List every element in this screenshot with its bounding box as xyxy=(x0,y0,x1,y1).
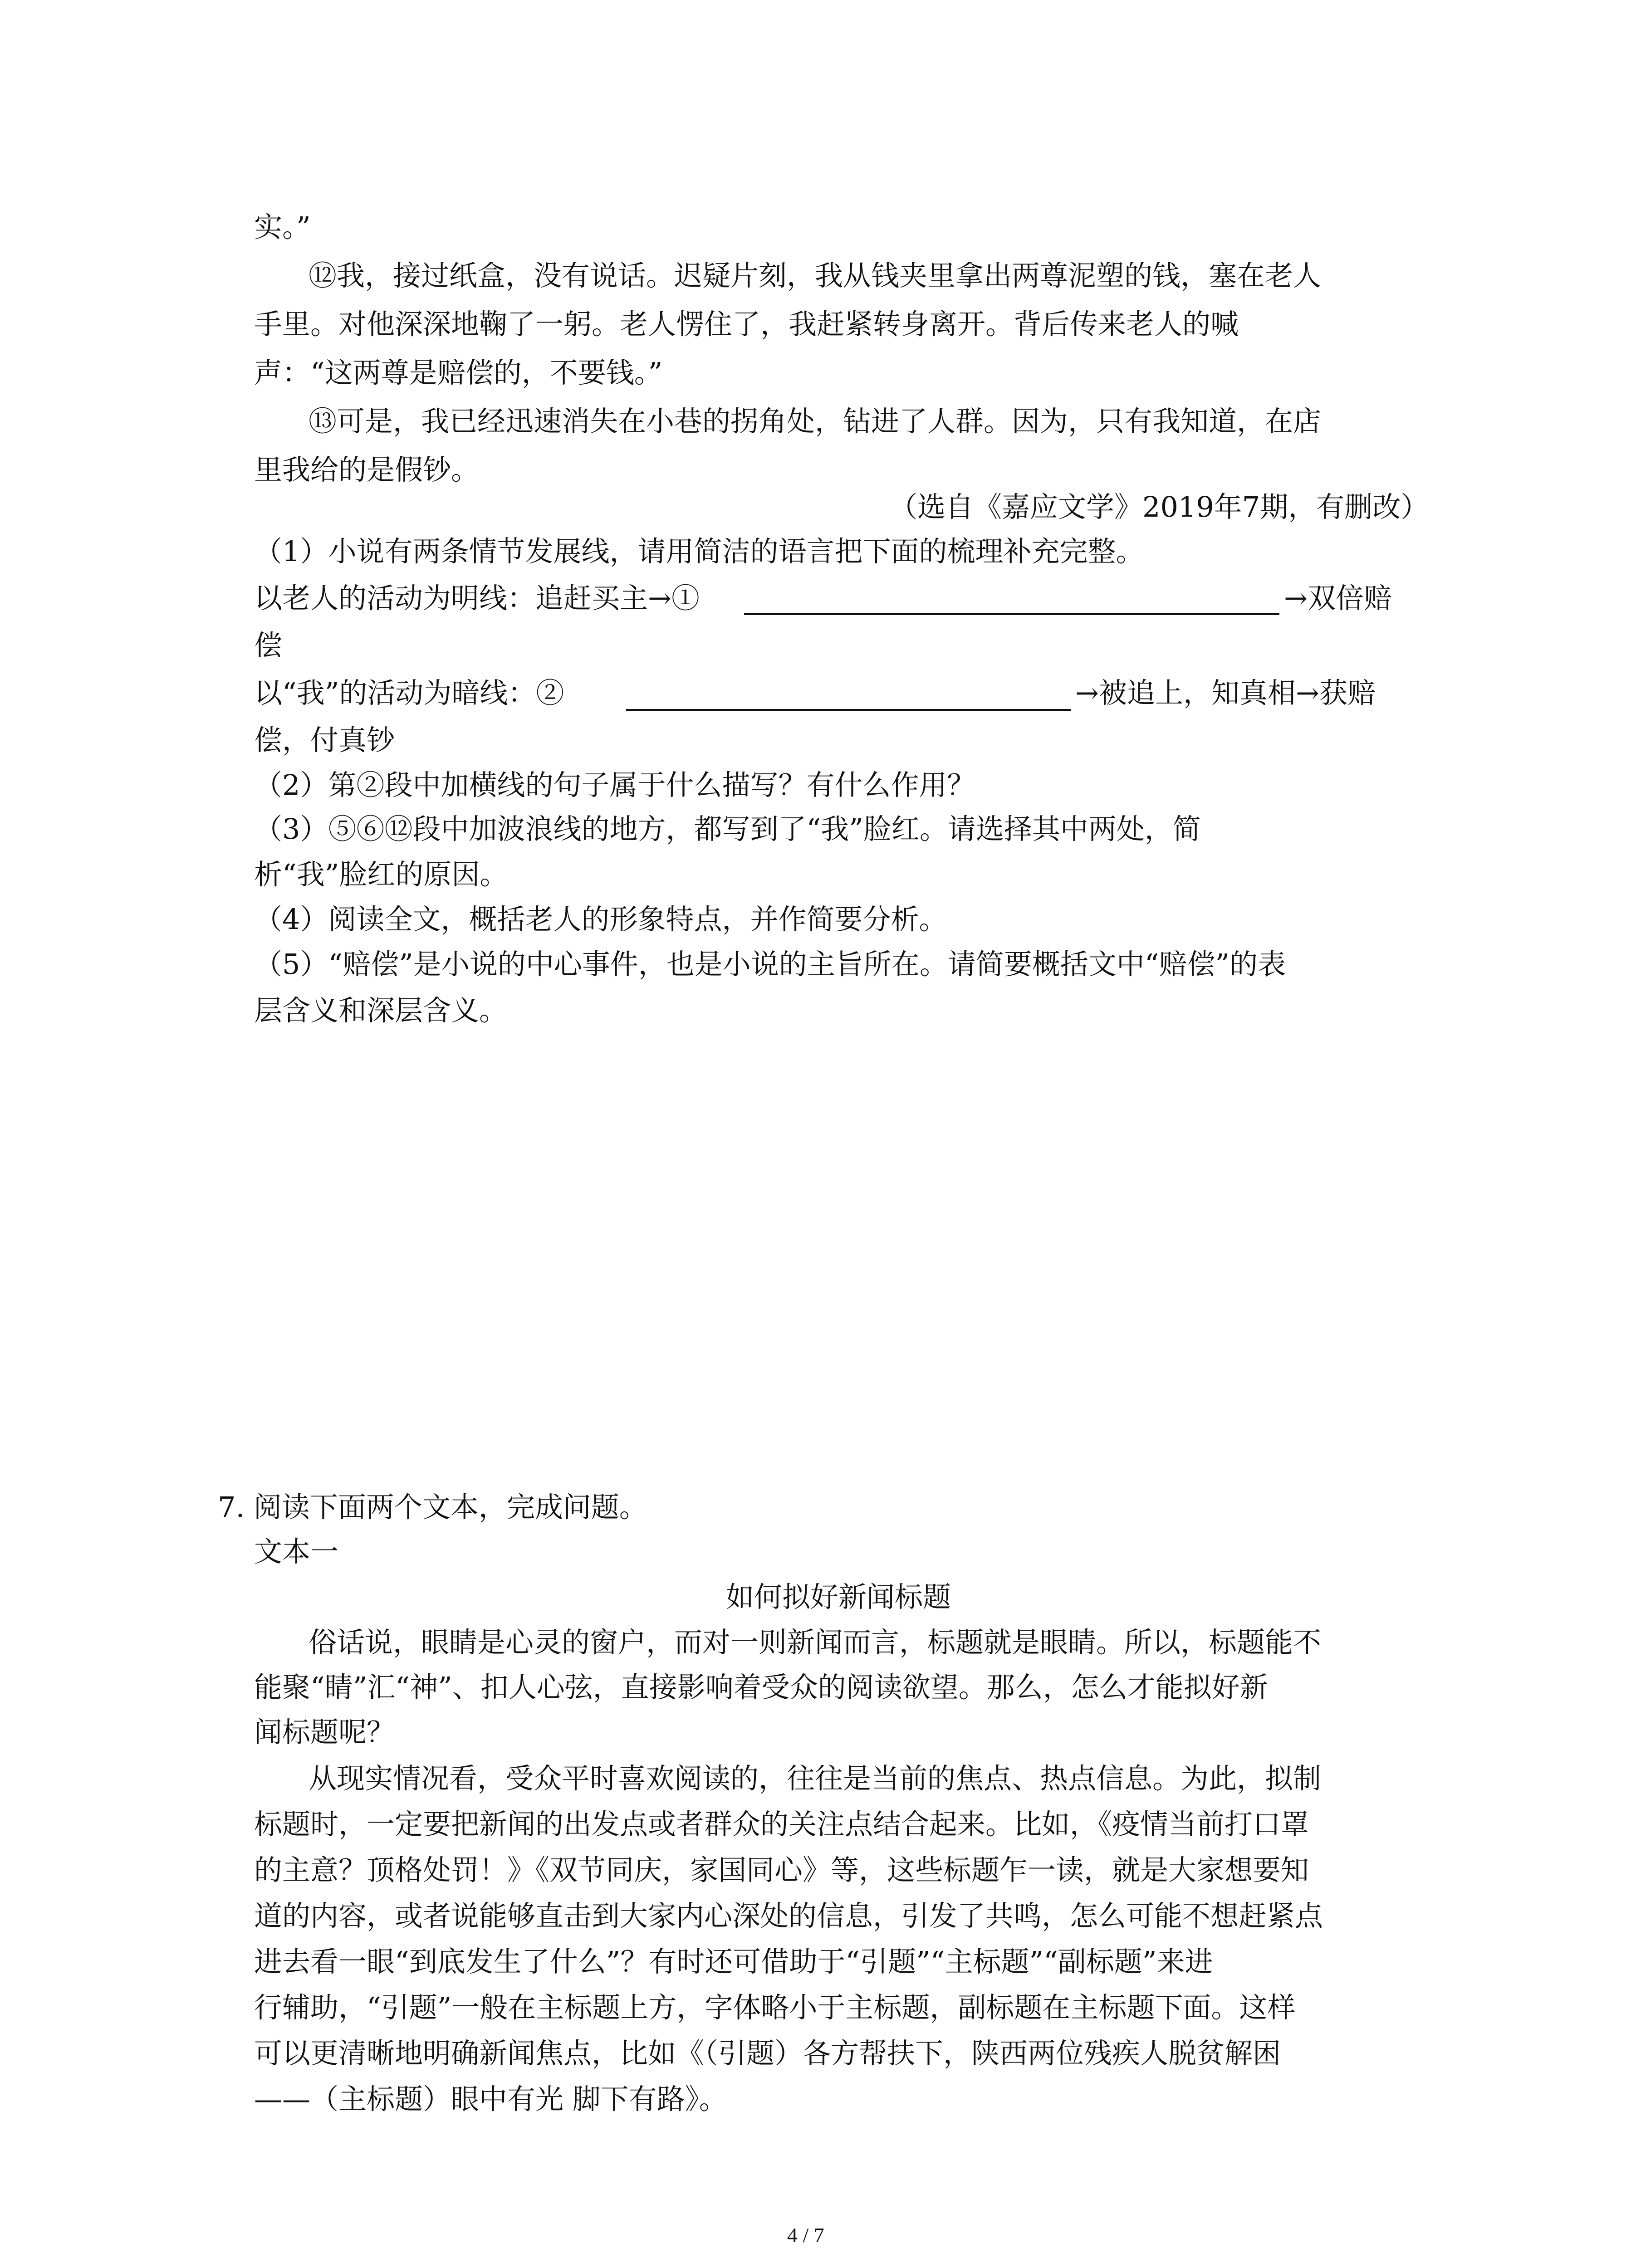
question-3-wrap: 析“我”脸红的原因。 xyxy=(254,858,508,891)
story-line: 实。” xyxy=(254,210,311,244)
article-line: 标题时，一定要把新闻的出发点或者群众的关注点结合起来。比如，《疫情当前打口罩 xyxy=(254,1808,1309,1841)
article-line: 闻标题呢？ xyxy=(254,1716,395,1749)
question-1-line2-text: 以“我”的活动为暗线：② xyxy=(254,676,564,709)
article-line: 行辅助，“引题”一般在主标题上方，字体略小于主标题，副标题在主标题下面。这样 xyxy=(254,1991,1296,2024)
question-5-wrap: 层含义和深层含义。 xyxy=(254,994,508,1027)
question-1-line1-wrap: 偿 xyxy=(254,629,283,662)
question-2: （2）第②段中加横线的句子属于什么描写？有什么作用？ xyxy=(254,768,975,802)
question-3: （3）⑤⑥⑫段中加波浪线的地方，都写到了“我”脸红。请选择其中两处，简 xyxy=(254,812,1201,846)
question-7-prompt: 7. 阅读下面两个文本，完成问题。 xyxy=(218,1491,647,1524)
story-line: 手里。对他深深地鞠了一躬。老人愣住了，我赶紧转身离开。背后传来老人的喊 xyxy=(254,308,1239,341)
article-line: 从现实情况看，受众平时喜欢阅读的，往往是当前的焦点、热点信息。为此，拟制 xyxy=(309,1762,1322,1795)
article-line: 可以更清晰地明确新闻焦点，比如《（引题）各方帮扶下，陕西两位残疾人脱贫解困 xyxy=(254,2037,1281,2070)
story-line: ⑫我，接过纸盒，没有说话。迟疑片刻，我从钱夹里拿出两尊泥塑的钱，塞在老人 xyxy=(309,259,1322,292)
question-1-line1-end: →双倍赔 xyxy=(1284,582,1392,615)
story-line: 声：“这两尊是赔偿的，不要钱。” xyxy=(254,356,663,389)
article-line: 道的内容，或者说能够直击到大家内心深处的信息，引发了共鸣，怎么可能不想赶紧点 xyxy=(254,1899,1323,1932)
page-number: 4 / 7 xyxy=(787,2224,824,2247)
source-citation: （选自《嘉应文学》2019年7期，有删改） xyxy=(889,490,1429,523)
question-1: （1）小说有两条情节发展线，请用简洁的语言把下面的梳理补充完整。 xyxy=(254,535,1144,568)
question-1-line2-end: →被追上，知真相→获赔 xyxy=(1075,676,1376,709)
question-1-line1-text: 以老人的活动为明线：追赶买主→① xyxy=(254,582,700,615)
story-line: ⑬可是，我已经迅速消失在小巷的拐角处，钻进了人群。因为，只有我知道，在店 xyxy=(309,405,1322,438)
answer-blank-1[interactable] xyxy=(744,613,1279,615)
article-line: 能聚“睛”汇“神”、扣人心弦，直接影响着受众的阅读欲望。那么，怎么才能拟好新 xyxy=(254,1671,1268,1704)
article-line: 进去看一眼“到底发生了什么”？有时还可借助于“引题”“主标题”“副标题”来进 xyxy=(254,1945,1213,1978)
question-1-line2-wrap: 偿，付真钞 xyxy=(254,723,395,757)
article-line: 俗话说，眼睛是心灵的窗户，而对一则新闻而言，标题就是眼睛。所以，标题能不 xyxy=(309,1626,1322,1659)
question-5: （5）“赔偿”是小说的中心事件，也是小说的主旨所在。请简要概括文中“赔偿”的表 xyxy=(254,948,1286,981)
article-line: 的主意？顶格处罚！》《双节同庆，家国同心》等，这些标题乍一读，就是大家想要知 xyxy=(254,1853,1309,1887)
article-title: 如何拟好新闻标题 xyxy=(726,1580,951,1613)
article-line: ——（主标题）眼中有光 脚下有路》。 xyxy=(254,2082,727,2116)
answer-blank-2[interactable] xyxy=(626,709,1071,711)
story-line: 里我给的是假钞。 xyxy=(254,453,480,486)
question-4: （4）阅读全文，概括老人的形象特点，并作简要分析。 xyxy=(254,903,947,936)
text-label: 文本一 xyxy=(254,1535,339,1568)
